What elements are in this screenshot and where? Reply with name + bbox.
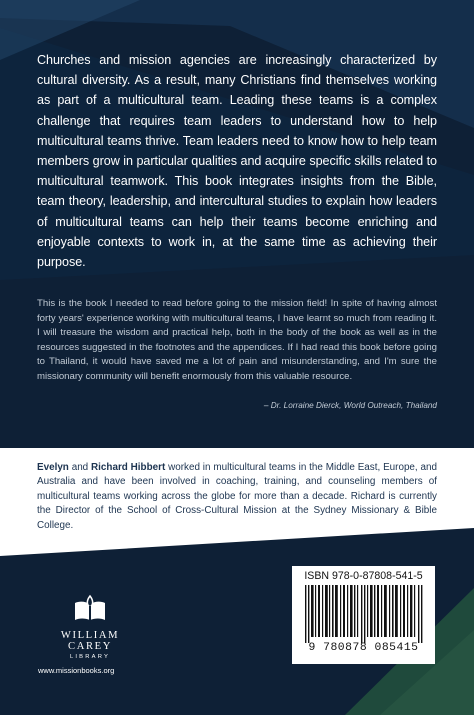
back-cover-blurb: Churches and mission agencies are increasingly characterized by cultural diversity. As a result, many Christians find themselves working as part of a multicultural team. Leading these teams is a complex challenge that requires team leaders to understand how to help multicultural teams thrive. Team leaders need to know how to help team members grow in particular qualities and acquire specific skills related to multicultural teamwork. This book integrates insights from the Bible, team theory, leadership, and intercultural studies to explain how leaders of multicultural teams can help their teams become enriching and enjoyable contexts to work in, at the same time as achieving their purpose. (37, 53, 437, 270)
author-bio-text: worked in multicultural teams in the Middle East, Europe, and Australia and have been involved in coaching, training, and counseling members of multicultural teams working across the globe for more than a decade. Richard is currently the Director of the School of Cross-Cultural Mission at the Sydney Missionary & Bible College. (37, 462, 438, 531)
publisher-name: WILLIAM CAREY (60, 630, 120, 652)
author-bio (37, 461, 437, 533)
book-flame-icon (72, 594, 108, 626)
endorsement-text: This is the book I needed to read before going to the mission field! In spite of having almost forty years' experience working with multicultural teams, I have learnt so much from reading it. I will treasure the wisdom and practical help, both in the body of the book as well as in the resources suggested in the footnotes and the appendices. If I had read this book before going to Thailand, it would have saved me a lot of pain and misunderstanding, and I'm sure the missionary community will benefit enormously from this valuable resource. (37, 298, 437, 382)
isbn-label: ISBN 978-0-87808-541-5 (304, 570, 423, 582)
publisher-logo (38, 594, 142, 660)
publisher-website: www.missionbooks.org (38, 666, 115, 675)
author-name-evelyn: Evelyn (37, 462, 69, 473)
barcode-number: 9 780878 085415 (308, 642, 419, 654)
barcode-icon (305, 585, 423, 643)
author-name-richard: Richard Hibbert (91, 462, 166, 473)
barcode-panel (292, 566, 435, 664)
author-bio-conjunction: and (68, 462, 92, 473)
endorsement (37, 297, 437, 385)
endorsement-attribution: – Dr. Lorraine Dierck, World Outreach, Thailand (263, 401, 437, 410)
publisher-subname: LIBRARY (69, 654, 111, 660)
